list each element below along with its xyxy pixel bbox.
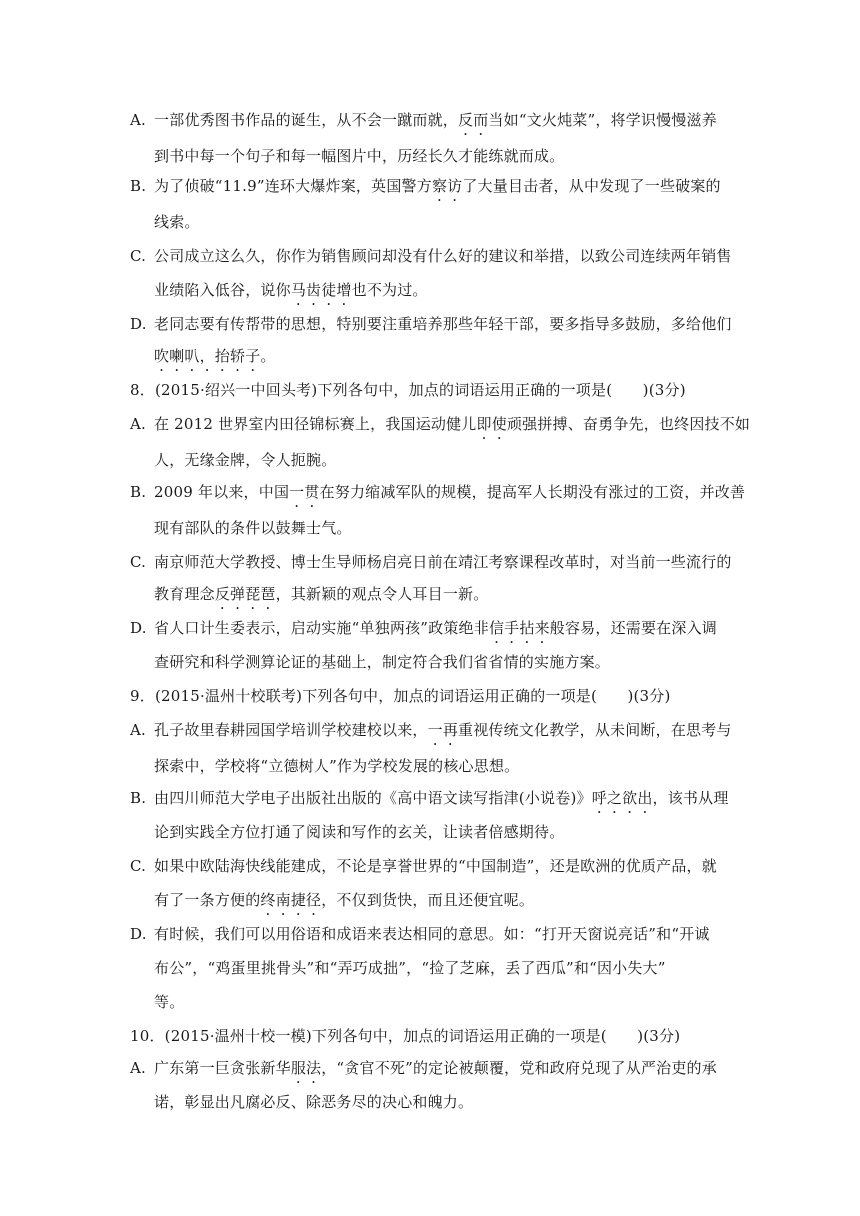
option-letter: D. (130, 315, 147, 333)
emphasis-char: 吹 (154, 347, 170, 365)
document-page: A. 一部优秀图书作品的诞生，从不会一蹴而就，反而当如“文火炖菜”，将学识慢慢滋养 到书中每一个句子和每一幅图片中，历经长久才能练就而成。 B. 为了侦破“11.9”连环大爆炸案，英国警方察访了大量目击者，从中发现了一些破案的 线索。 C. 公司成立这么久，你作为销售顾问却没有什么好的建议和举措，以致公司连续两年销售 业绩陷入低谷，说你马齿徒增也不为过。 D. 老同志要有传帮带的思想，特别要注重培养那些年轻干部，要多指导多鼓励，多给他们 吹喇叭， ·抬轿子。 8．(2015·绍兴一中回头考)下列各句中，加点的词语运用正确的一项是( )(3分) A. 在 2012 世界室内田径锦标赛上，我国运动健儿即使顽强拼搏、奋勇争先，也终因技不如 人，无缘金牌，令人扼腕。 B. 2009 年以来，中国一贯在努力缩减军队的规模，提高军人长期没有涨过的工资，并改善 现有部队的条件以鼓舞士气。 C. 南京师范大学教授、博士生导师杨启亮日前在靖江考察课程改革时，对当前一些流行的 教育理念反弹琵琶，其新颖的观点令人耳目一新。 D. 省人口计生委表示，启动实施“单独两孩”政策绝非信手拈来般容易，还需要在深入调 查研究和科学测算论证的基础上，制定符合我们省省情的实施方案。 9．(2015·温州十校联考)下列各句中，加点的词语运用正确的一项是( )(3分) A. 孔子故里春耕园国学培训学校建校以来，一再重视传统文化教学，从未间断，在思考与 探索中，学校将“立德树人”作为学校发展的核心思想。 B. 由四川师范大学电子出版社出版的《高中语文读写指津(小说卷)》呼之欲出，该书从理 论到实践全方位打通了阅读和写作的玄关，让读者倍感期待。 C. 如果中欧陆海快线能建成，不论是享誉世界的“中国制造”，还是欧洲的优质产品，就 有了一条方便的终南捷径，不仅到货快，而且还便宜呢。 D. 有时候，我们可以用俗语和成语来表达相同的意思。如：“打开天窗说亮话”和“开诚 布公”，“鸡蛋里挑骨头”和“弄巧成拙”，“捡了芝麻，丢了西瓜”和“因小失大” 等。 10．(2015·温州十校一模)下列各句中，加点的词语运用正确的一项是( )(3分) A. 广东第一巨贪张新华服法，“贪官不死”的定论被颠覆，党和政府兑现了从严治吏的承 诺，彰显出凡腐必反、除恶务尽的决心和魄力。 (0, 0, 860, 1216)
emphasis-char: 轿 (230, 347, 246, 365)
option-letter: D. (130, 619, 147, 637)
emphasis-char: 贯 (304, 483, 320, 501)
emphasis-char: 呼 (591, 789, 607, 807)
option-letter: A. (130, 721, 147, 739)
emphasis-char: 弹 (230, 585, 246, 603)
emphasis-char: 欲 (622, 789, 638, 807)
emphasis-char: 察 (431, 177, 448, 195)
emphasis-char: 而 (473, 111, 489, 129)
emphasis-char: 来 (534, 619, 550, 637)
emphasis-char: 叭 (184, 347, 200, 365)
emphasis-char: 访 (447, 177, 463, 195)
emphasis-char: 反 (214, 585, 231, 603)
option-letter: A. (130, 415, 147, 433)
emphasis-char: 捷 (290, 891, 307, 909)
option-letter: B. (130, 789, 147, 807)
emphasis-char: 抬 (214, 347, 231, 365)
emphasis-char: 反 (458, 111, 474, 129)
option-letter: D. (130, 925, 147, 943)
emphasis-char: 琵 (245, 585, 261, 603)
emphasis-char: 琶 (260, 585, 276, 603)
emphasis-char: 手 (504, 619, 520, 637)
option-letter: A. (130, 111, 147, 129)
emphasis-char: 徒 (321, 281, 337, 299)
emphasis-char: 即 (476, 415, 492, 433)
emphasis-char: 之 (606, 789, 623, 807)
emphasis-char: 子 (245, 347, 261, 365)
emphasis-char: 法 (306, 1059, 322, 1077)
emphasis-char: 一 (289, 483, 305, 501)
option-letter: B. (130, 483, 147, 501)
emphasis-char: 南 (275, 891, 291, 909)
emphasis-char: 终 (260, 891, 276, 909)
emphasis-char: 使 (491, 415, 507, 433)
emphasis-char: 增 (336, 281, 352, 299)
emphasis-char: 径 (306, 891, 322, 909)
emphasis-char: 喇 (169, 347, 185, 365)
option-letter: C. (130, 857, 147, 875)
emphasis-char: 一 (427, 721, 443, 739)
emphasis-char: 拈 (519, 619, 535, 637)
emphasis-char: 出 (637, 789, 653, 807)
emphasis-char: 再 (442, 721, 459, 739)
option-letter: C. (130, 247, 147, 265)
emphasis-char: 服 (290, 1059, 307, 1077)
emphasis-char: 齿 (306, 281, 322, 299)
option-letter: B. (130, 177, 147, 195)
option-letter: C. (130, 553, 147, 571)
emphasis-char: ， · (200, 347, 215, 365)
emphasis-char: 马 (290, 281, 307, 299)
emphasis-char: 信 (488, 619, 505, 637)
option-letter: A. (130, 1059, 147, 1077)
